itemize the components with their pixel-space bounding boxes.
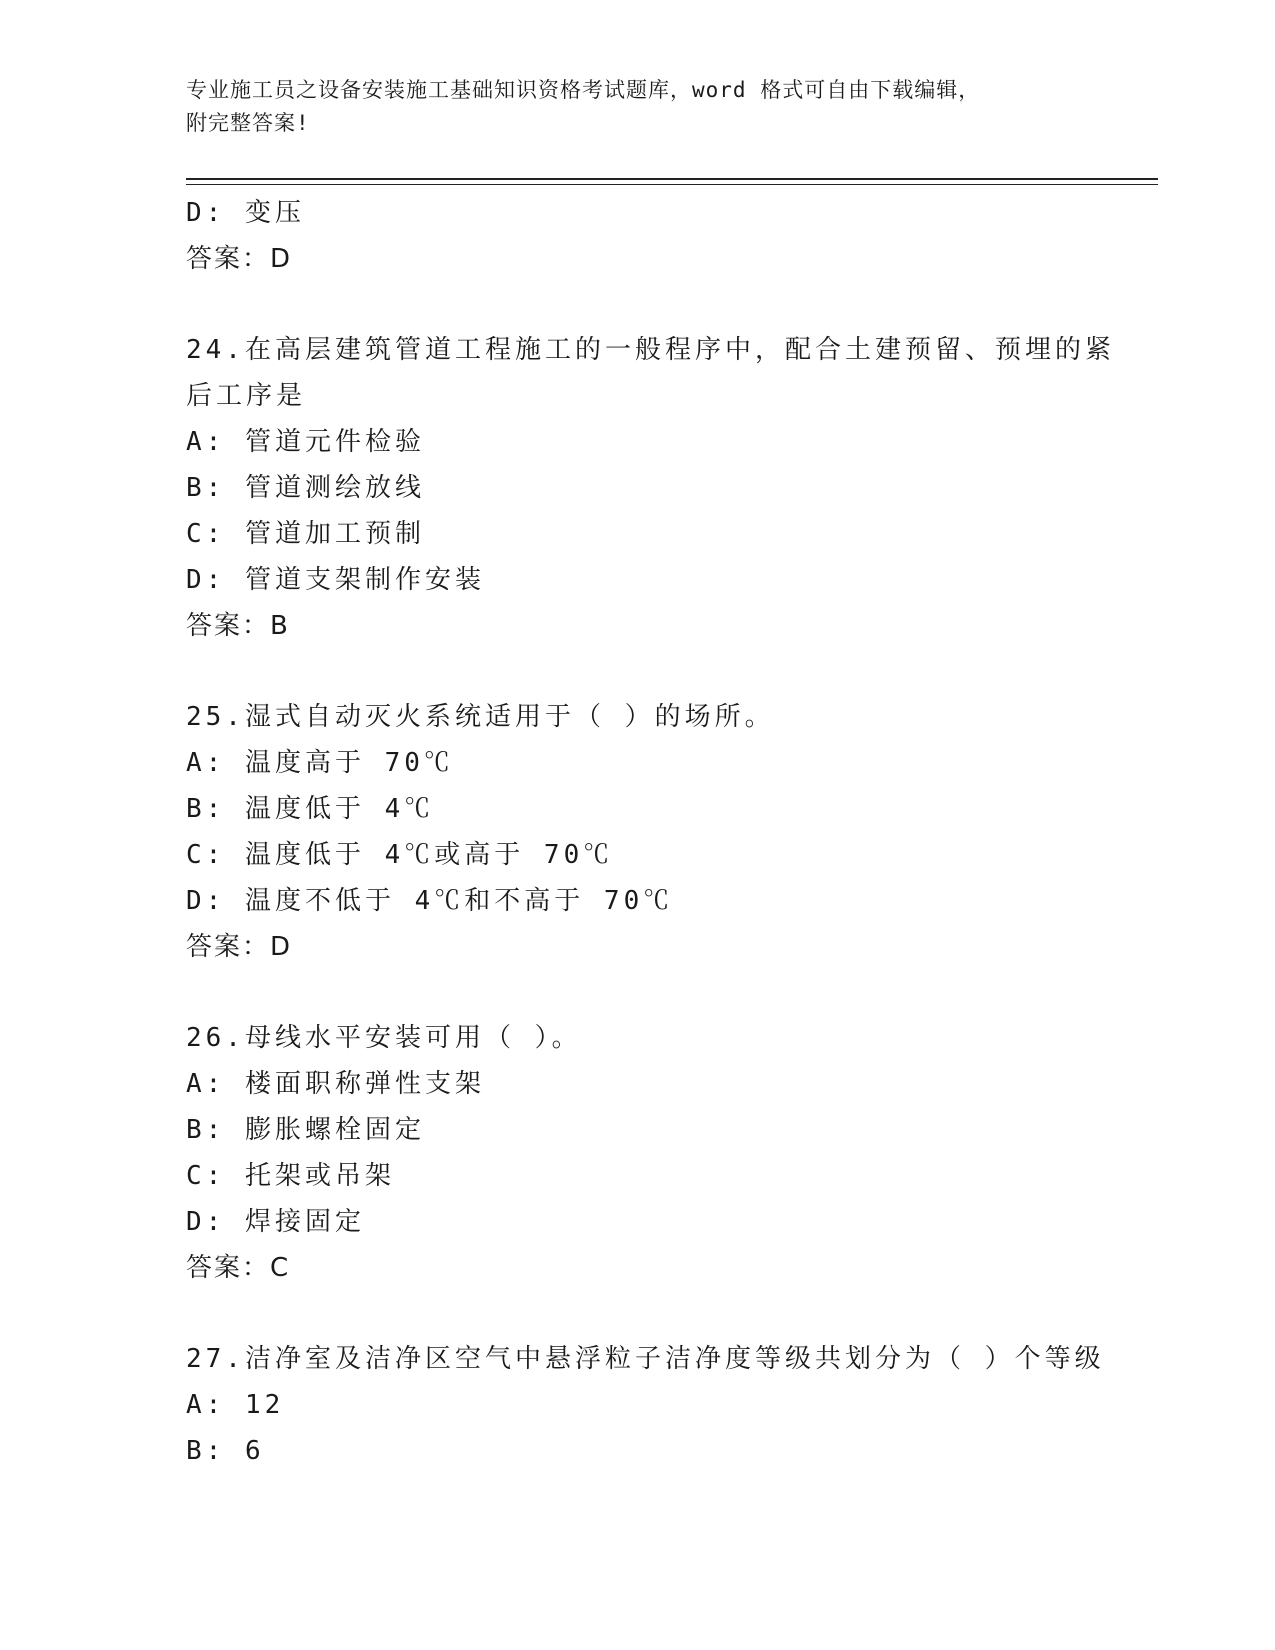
question-text: 24.在高层建筑管道工程施工的一般程序中，配合土建预留、预埋的紧 bbox=[186, 335, 1115, 365]
question-text: 25.湿式自动灭火系统适用于（ ）的场所。 bbox=[186, 702, 775, 732]
document-header bbox=[186, 74, 1086, 140]
answer-line: 答案：D bbox=[186, 932, 293, 962]
header-divider-thin bbox=[186, 184, 1158, 185]
option-b: B: 管道测绘放线 bbox=[186, 473, 425, 503]
header-divider-thick bbox=[186, 178, 1158, 180]
option-d: D: 变压 bbox=[186, 198, 305, 228]
option-d: D: 管道支架制作安装 bbox=[186, 565, 485, 595]
header-line-1: 专业施工员之设备安装施工基础知识资格考试题库，word 格式可自由下载编辑， bbox=[186, 78, 981, 102]
option-c: C: 托架或吊架 bbox=[186, 1161, 395, 1191]
option-b: B: 温度低于 4℃ bbox=[186, 794, 435, 824]
answer-line: 答案：D bbox=[186, 244, 293, 274]
question-27 bbox=[186, 1336, 1146, 1474]
option-a: A: 管道元件检验 bbox=[186, 427, 425, 457]
question-text-continued: 后工序是 bbox=[186, 381, 307, 411]
option-a: A: 楼面职称弹性支架 bbox=[186, 1069, 485, 1099]
option-a: A: 温度高于 70℃ bbox=[186, 748, 454, 778]
option-d: D: 焊接固定 bbox=[186, 1207, 365, 1237]
previous-question-tail bbox=[186, 190, 1146, 282]
question-25 bbox=[186, 694, 1146, 970]
question-text: 26.母线水平安装可用（ ）。 bbox=[186, 1023, 582, 1053]
question-24 bbox=[186, 327, 1146, 649]
option-d: D: 温度不低于 4℃和不高于 70℃ bbox=[186, 886, 674, 916]
question-text: 27.洁净室及洁净区空气中悬浮粒子洁净度等级共划分为（ ）个等级 bbox=[186, 1344, 1105, 1374]
option-b: B: 膨胀螺栓固定 bbox=[186, 1115, 425, 1145]
option-b: B: 6 bbox=[186, 1436, 265, 1466]
option-c: C: 管道加工预制 bbox=[186, 519, 425, 549]
answer-line: 答案：B bbox=[186, 611, 290, 641]
header-line-2: 附完整答案! bbox=[186, 111, 310, 135]
question-26 bbox=[186, 1015, 1146, 1291]
option-c: C: 温度低于 4℃或高于 70℃ bbox=[186, 840, 614, 870]
option-a: A: 12 bbox=[186, 1390, 285, 1420]
answer-line: 答案：C bbox=[186, 1253, 291, 1283]
question-list bbox=[186, 190, 1146, 1474]
